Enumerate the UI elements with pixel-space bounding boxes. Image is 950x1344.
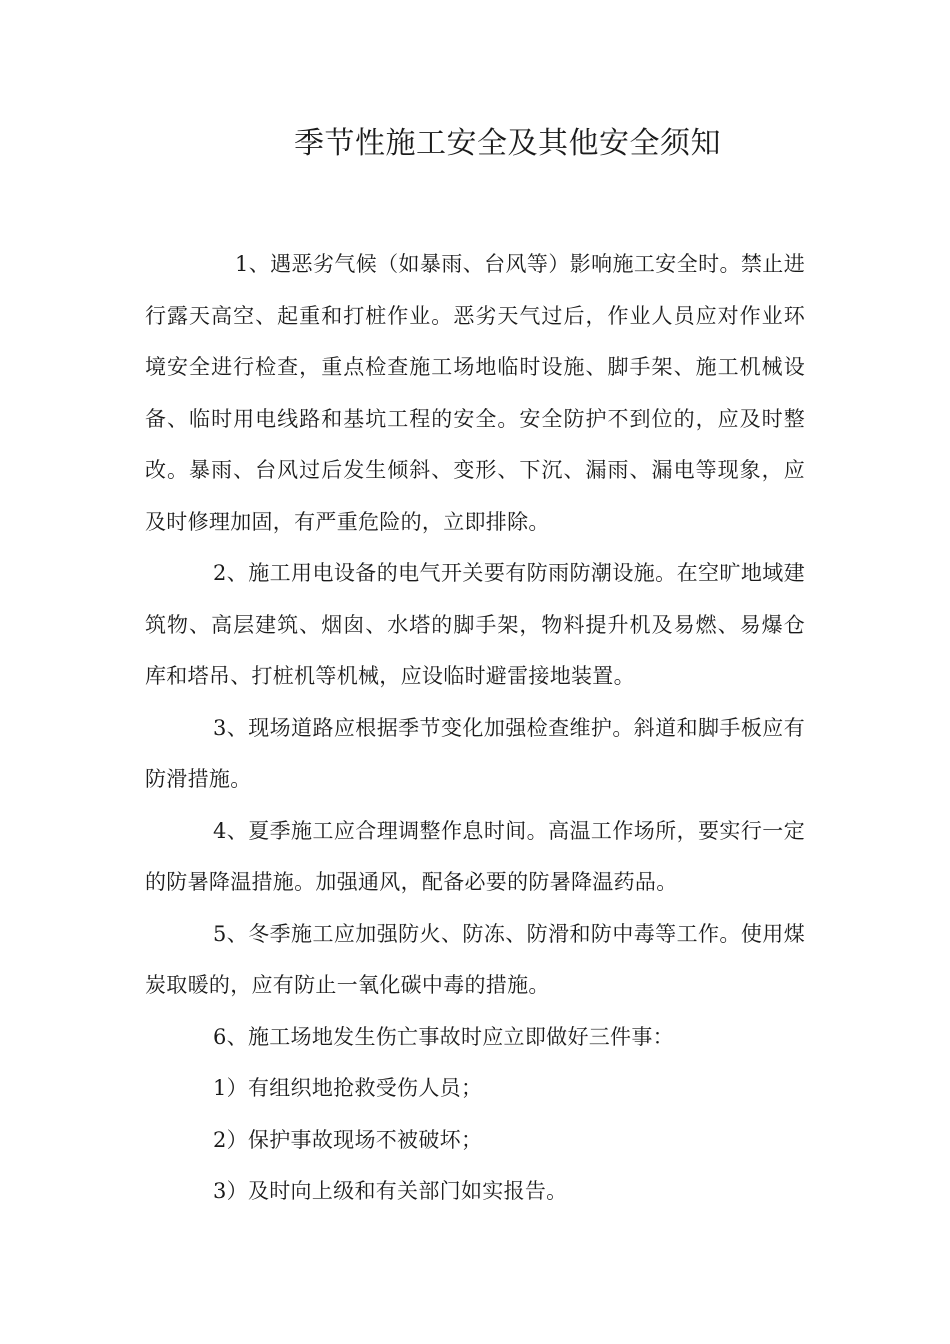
list-item-1: 1）有组织地抢救受伤人员； [213, 1076, 483, 1100]
list-item-2: 2）保护事故现场不被破坏； [213, 1127, 483, 1152]
paragraph-3: 3、现场道路应根据季节变化加强检查维护。斜道和脚手板应有防滑措施。 [145, 715, 805, 791]
document-body [145, 239, 805, 1218]
paragraph-4: 4、夏季施工应合理调整作息时间。高温工作场所，要实行一定的防暑降温措施。加强通风，配备必要的防暑降温药品。 [145, 818, 805, 894]
document-title: 季节性施工安全及其他安全须知 [294, 126, 721, 161]
paragraph-1: 1、遇恶劣气候（如暴雨、台风等）影响施工安全时。禁止进行露天高空、起重和打桩作业。恶劣天气过后，作业人员应对作业环境安全进行检查，重点检查施工场地临时设施、脚手架、施工机械设备、临时用电线路和基坑工程的安全。安全防护不到位的，应及时整改。暴雨、台风过后发生倾斜、变形、下沉、漏雨、漏电等现象，应及时修理加固，有严重危险的，立即排除。 [145, 252, 805, 534]
list-item-3: 3）及时向上级和有关部门如实报告。 [213, 1179, 568, 1203]
paragraph-6: 6、施工场地发生伤亡事故时应立即做好三件事： [213, 1024, 674, 1049]
paragraph-2: 2、施工用电设备的电气开关要有防雨防潮设施。在空旷地域建筑物、高层建筑、烟囱、水塔的脚手架，物料提升机及易燃、易爆仓库和塔吊、打桩机等机械，应设临时避雷接地装置。 [145, 561, 805, 688]
paragraph-5: 5、冬季施工应加强防火、防冻、防滑和防中毒等工作。使用煤炭取暖的，应有防止一氧化碳中毒的措施。 [145, 921, 805, 997]
